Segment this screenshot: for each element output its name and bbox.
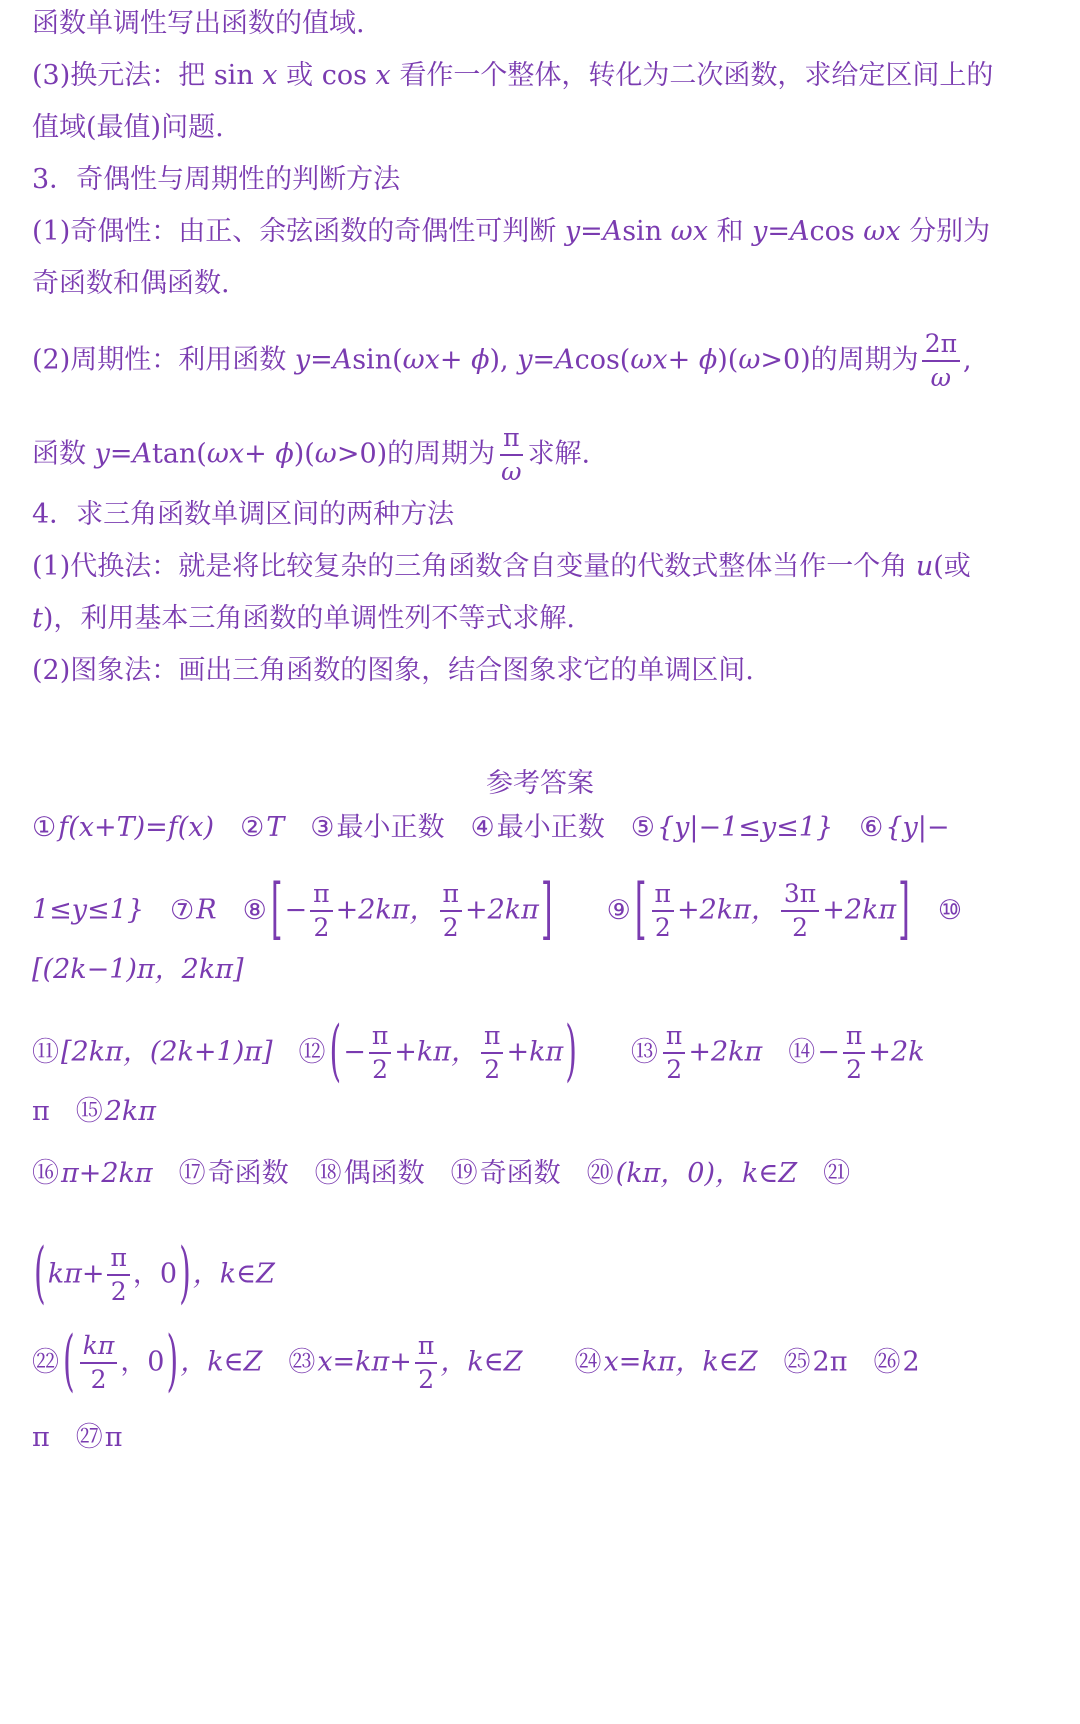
math-var: x (375, 60, 391, 91)
answer-text: {y|−1≤y≤1} (656, 812, 834, 843)
text: 值域(最值)问题. (32, 112, 224, 143)
math-var: ω (738, 344, 761, 376)
answer-text: +2kπ， (335, 894, 437, 926)
answer-number: ① (32, 812, 57, 843)
answer-text: T (266, 812, 285, 843)
math-var: ω (314, 438, 337, 470)
math-var: ϕ (698, 344, 718, 376)
text: cos( (574, 344, 631, 376)
text: (2)周期性：利用函数 (32, 344, 295, 376)
math-var: y=A (564, 216, 623, 247)
denominator: 2 (418, 1365, 435, 1394)
answer-text: +kπ (506, 1036, 564, 1068)
answer-text: {y|− (885, 812, 950, 843)
math-var: ωx (630, 344, 668, 376)
answer-text: +2k (868, 1036, 925, 1068)
answer-number: ㉓ (288, 1346, 316, 1378)
answer-text: +2kπ， (676, 894, 778, 926)
answer-text: 最小正数 (496, 812, 605, 843)
fraction (310, 880, 332, 942)
text: + (244, 438, 276, 470)
fraction (80, 1332, 118, 1394)
answer-text: 1≤y≤1} (32, 894, 145, 926)
text-line-1 (32, 4, 1050, 44)
fraction (922, 330, 960, 392)
denominator: ω (930, 363, 952, 392)
answer-text: ，k∈Z (192, 1258, 275, 1290)
numerator: 2π (922, 330, 960, 362)
numerator: π (663, 1022, 685, 1054)
text: >0)的周期为 (760, 344, 919, 376)
answer-number: ⑨ (606, 894, 631, 926)
denominator: 2 (372, 1055, 389, 1084)
denominator: 2 (846, 1055, 863, 1084)
answer-heading (0, 764, 1080, 804)
numerator: 3π (781, 880, 819, 912)
fraction (652, 880, 674, 942)
denominator: 2 (792, 913, 809, 942)
math-var: ωx (206, 438, 245, 470)
numerator: π (440, 880, 462, 912)
text: sin( (352, 344, 403, 376)
answer-text: ，0 (120, 1346, 165, 1378)
fraction (781, 880, 819, 942)
answer-text: − (343, 1036, 366, 1068)
numerator: kπ (80, 1332, 118, 1364)
text: >0)的周期为 (336, 438, 496, 470)
numerator: π (843, 1022, 865, 1054)
text: 或 cos (277, 60, 376, 91)
math-var: u (915, 551, 934, 582)
answer-line-1 (32, 808, 1050, 848)
numerator: π (369, 1022, 391, 1054)
text: 函数单调性写出函数的值域. (32, 8, 365, 39)
text: 奇函数和偶函数. (32, 268, 230, 299)
text: ), (489, 344, 518, 376)
numerator: π (652, 880, 674, 912)
answer-number: ㉕ (783, 1346, 811, 1378)
text-line-10 (32, 547, 1050, 587)
math-var: ωx (863, 216, 901, 247)
fraction (843, 1022, 865, 1084)
answer-text: 最小正数 (336, 812, 445, 843)
math-var: y=A (94, 438, 152, 470)
text: cos (809, 216, 864, 247)
answer-text: 2 (902, 1346, 920, 1378)
math-var: ωx (402, 344, 440, 376)
text: 分别为 (900, 216, 991, 247)
answer-text: (kπ，0)，k∈Z (615, 1158, 798, 1189)
denominator: 2 (313, 913, 330, 942)
answer-text: ，k∈Z (180, 1346, 263, 1378)
answer-text: ，k∈Z (440, 1346, 523, 1378)
answer-text: π+2kπ (61, 1158, 153, 1189)
math-var: t (32, 603, 43, 634)
denominator: 2 (666, 1055, 683, 1084)
text: 4．求三角函数单调区间的两种方法 (32, 499, 455, 530)
text: )，利用基本三角函数的单调性列不等式求解. (42, 603, 575, 634)
answer-number: ⑫ (298, 1036, 326, 1068)
text-line-12 (32, 651, 1050, 691)
text: sin (622, 216, 671, 247)
text: (2)图象法：画出三角函数的图象，结合图象求它的单调区间. (32, 655, 754, 686)
answer-line-5 (32, 1092, 1050, 1132)
fraction (107, 1244, 129, 1306)
text: (或 (933, 551, 971, 582)
answer-number: ③ (310, 812, 335, 843)
answer-text: ，0 (132, 1258, 178, 1290)
answer-text: 奇函数 (479, 1158, 561, 1189)
answer-number: ㉔ (574, 1346, 602, 1378)
fraction (498, 424, 524, 486)
answer-number: ⑥ (859, 812, 884, 843)
fraction (369, 1022, 391, 1084)
denominator: 2 (442, 913, 459, 942)
answer-text: π (32, 1096, 50, 1127)
answer-line-4: ⑪[2kπ，(2k+1)π] ⑫ (− $\frac{\pi}{2}$ +kπ， $\frac{\pi}{2}$ +kπ) ⑬ $\frac{\pi}{2}$ +2kπ ⑭− $\frac{\pi}{2}$ +2k (32, 1013, 925, 1091)
numerator: π (107, 1244, 129, 1276)
text: (1)奇偶性：由正、余弦函数的奇偶性可判断 (32, 216, 565, 247)
answer-text: 奇函数 (207, 1158, 289, 1189)
answer-text: [2kπ，(2k+1)π] (61, 1036, 273, 1068)
text: (3)换元法：把 sin (32, 60, 263, 91)
text-line-5 (32, 212, 1050, 252)
math-var: y=A (752, 216, 810, 247)
text-line-11 (32, 599, 1050, 639)
numerator: π (415, 1332, 437, 1364)
math-var: y=A (517, 344, 575, 376)
answer-line-9 (32, 1418, 1050, 1458)
answer-text: π (32, 1422, 50, 1453)
fraction (415, 1332, 437, 1394)
text-line-8 (32, 424, 1050, 486)
answer-number: ⑲ (450, 1158, 478, 1189)
text: 函数 (32, 438, 95, 470)
math-var: ϕ (275, 438, 294, 470)
text: 参考答案 (486, 768, 594, 799)
answer-text: R (196, 894, 217, 926)
fraction (440, 880, 462, 942)
section-heading-3 (32, 160, 1050, 200)
text: + (439, 344, 472, 376)
fraction (481, 1022, 503, 1084)
answer-text: 2π (812, 1346, 848, 1378)
answer-number: ⑮ (75, 1096, 103, 1127)
text: 看作一个整体，转化为二次函数，求给定区间上的 (390, 60, 994, 91)
answer-line-2: 1≤y≤1} ⑦R ⑧ [− $\frac{\pi}{2}$ +2kπ， $\frac{\pi}{2}$ +2kπ] ⑨ [ $\frac{\pi}{2}$ +2kπ， $\frac{3\pi}{2}$ +2kπ] ⑩ (32, 871, 963, 949)
math-var: y=A (294, 344, 353, 376)
text: 求解. (527, 438, 591, 470)
answer-line-7: (kπ+ $\frac{\pi}{2}$ ，0)，k∈Z (34, 1235, 275, 1313)
answer-line-8: ㉒ ( $\frac{k\pi}{2}$ ，0)，k∈Z ㉓x=kπ+ $\frac{\pi}{2}$ ，k∈Z ㉔x=kπ，k∈Z ㉕2π ㉖2 (32, 1323, 920, 1401)
text: )( (293, 438, 315, 470)
answer-text: +kπ， (394, 1036, 479, 1068)
answer-number: ⑩ (937, 894, 963, 926)
section-heading-4 (32, 495, 1050, 535)
answer-line-6 (32, 1154, 1050, 1194)
text-line-2 (32, 56, 1050, 96)
answer-number: ⑯ (32, 1158, 59, 1189)
denominator: 2 (90, 1365, 107, 1394)
answer-number: ⑰ (178, 1158, 206, 1189)
answer-text: 偶函数 (343, 1158, 425, 1189)
denominator: ω (501, 457, 522, 486)
answer-number: ㉒ (32, 1346, 59, 1378)
answer-number: ⑭ (788, 1036, 816, 1068)
answer-number: ④ (470, 812, 495, 843)
answer-number: ⑤ (630, 812, 655, 843)
text: , (963, 344, 972, 376)
answer-text: − (284, 894, 308, 926)
answer-text: x=kπ，k∈Z (603, 1346, 758, 1378)
denominator: 2 (654, 913, 671, 942)
text-line-3 (32, 108, 1050, 148)
answer-text: [(2k−1)π，2kπ] (32, 954, 244, 985)
text-line-6 (32, 264, 1050, 304)
text: )( (717, 344, 739, 376)
answer-number: ⑬ (630, 1036, 658, 1068)
answer-number: ② (240, 812, 265, 843)
answer-number: ㉑ (823, 1158, 851, 1189)
denominator: 2 (484, 1055, 501, 1084)
answer-number: ⑱ (314, 1158, 342, 1189)
answer-number: ⑪ (32, 1036, 59, 1068)
answer-number: ⑦ (170, 894, 195, 926)
answer-line-3 (32, 950, 1050, 990)
math-var: ϕ (471, 344, 490, 376)
answer-number: ⑧ (242, 894, 267, 926)
numerator: π (481, 1022, 503, 1054)
text: tan( (151, 438, 207, 470)
answer-number: ⑳ (586, 1158, 614, 1189)
text-line-7 (32, 330, 1050, 392)
answer-text: +2kπ (464, 894, 539, 926)
text: 和 (707, 216, 753, 247)
math-var: ωx (670, 216, 708, 247)
answer-text: f(x+T)=f(x) (58, 812, 215, 843)
fraction (663, 1022, 685, 1084)
text: 3．奇偶性与周期性的判断方法 (32, 164, 401, 195)
math-var: x (262, 60, 278, 91)
answer-text: π (104, 1422, 123, 1453)
answer-text: x=kπ+ (317, 1346, 412, 1378)
answer-text: − (817, 1036, 840, 1068)
answer-number: ㉗ (75, 1422, 103, 1453)
text: (1)代换法：就是将比较复杂的三角函数含自变量的代数式整体当作一个角 (32, 551, 916, 582)
answer-number: ㉖ (873, 1346, 901, 1378)
answer-text: +2kπ (688, 1036, 763, 1068)
denominator: 2 (110, 1277, 127, 1306)
numerator: π (500, 424, 522, 456)
text: + (667, 344, 699, 376)
numerator: π (310, 880, 332, 912)
answer-text: +2kπ (822, 894, 897, 926)
answer-text: kπ+ (47, 1258, 105, 1290)
answer-text: 2kπ (104, 1096, 157, 1127)
